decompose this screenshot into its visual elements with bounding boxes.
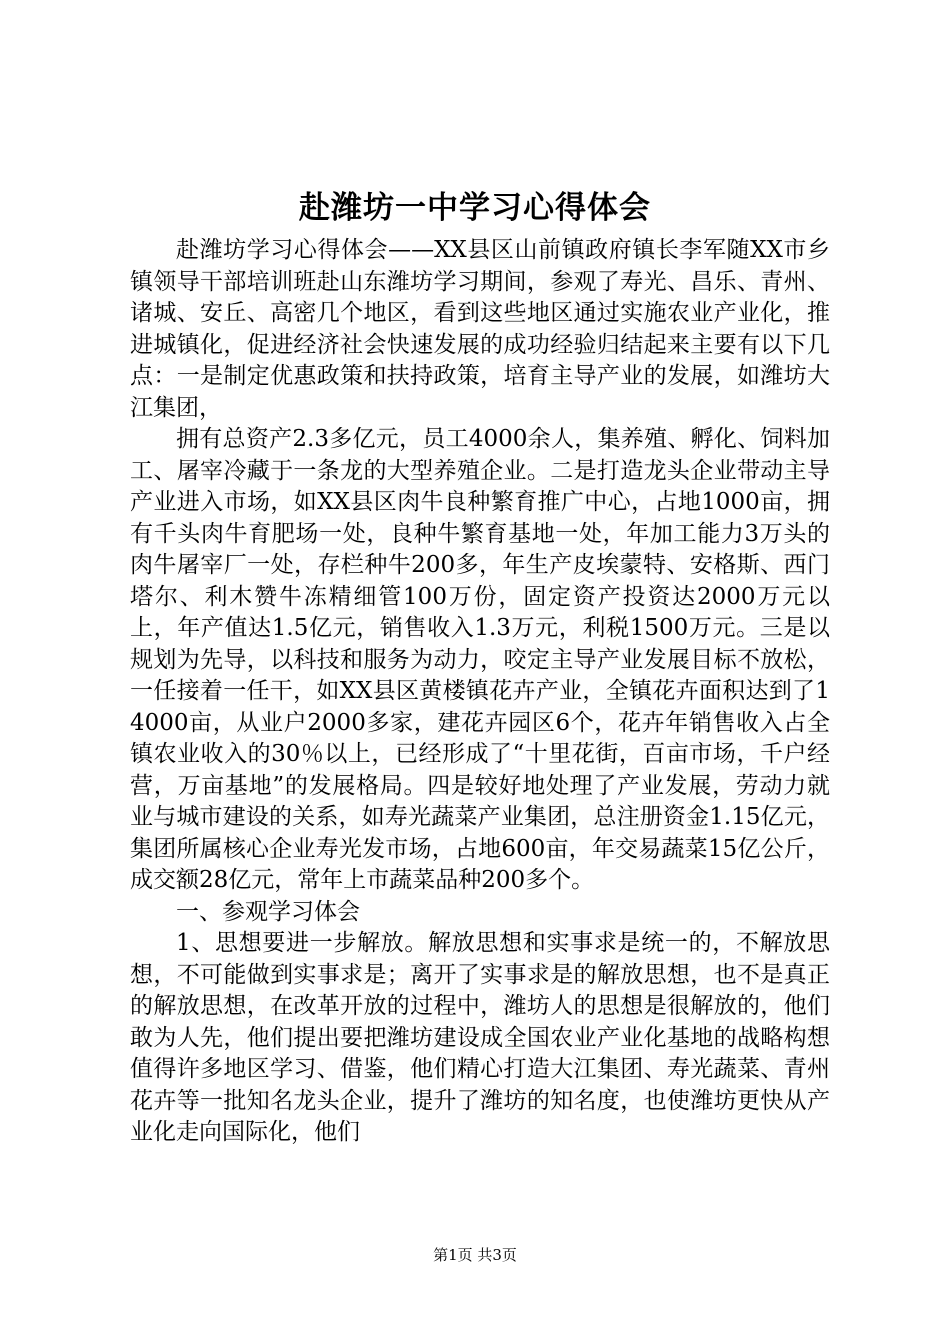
paragraph-thinking: 1、思想要进一步解放。解放思想和实事求是统一的，不解放思想，不可能做到实事求是；离开了实事求是的解放思想，也不是真正的解放思想，在改革开放的过程中，潍坊人的思想是很解放的，他们敢为人先，他们提出要把潍坊建设成全国农业产业化基地的战略构想值得许多地区学习、借鉴，他们精心打造大江集团、寿光蔬菜、青州花卉等一批知名龙头企业，提升了潍坊的知名度，也使潍坊更快从产业化走向国际化，他们 bbox=[130, 930, 830, 1145]
document-body bbox=[130, 235, 830, 1149]
paragraph-experience: 拥有总资产2.3多亿元，员工4000余人，集养殖、孵化、饲料加工、屠宰冷藏于一条龙的大型养殖企业。二是打造龙头企业带动主导产业进入市场，如XX县区肉牛良种繁育推广中心，占地1000亩，拥有千头肉牛育肥场一处，良种牛繁育基地一处，年加工能力3万头的肉牛屠宰厂一处，存栏种牛200多，年生产皮埃蒙特、安格斯、西门塔尔、利木赞牛冻精细管100万份，固定资产投资达2000万元以上，年产值达1.5亿元，销售收入1.3万元，利税1500万元。三是以规划为先导，以科技和服务为动力，咬定主导产业发展目标不放松，一任接着一任干，如XX县区黄楼镇花卉产业，全镇花卉面积达到了14000亩，从业户2000多家，建花卉园区6个，花卉年销售收入占全镇农业收入的30％以上，已经形成了“十里花街，百亩市场，千户经营，万亩基地”的发展格局。四是较好地处理了产业发展，劳动力就业与城市建设的关系，如寿光蔬菜产业集团，总注册资金1.15亿元，集团所属核心企业寿光发市场，占地600亩，年交易蔬菜15亿公斤，成交额28亿元，常年上市蔬菜品种200多个。 bbox=[130, 426, 830, 893]
paragraph-intro: 赴潍坊学习心得体会——XX县区山前镇政府镇长李军随XX市乡镇领导干部培训班赴山东潍坊学习期间，参观了寿光、昌乐、青州、诸城、安丘、高密几个地区，看到这些地区通过实施农业产业化，推进城镇化，促进经济社会快速发展的成功经验归结起来主要有以下几点：一是制定优惠政策和扶持政策，培育主导产业的发展，如潍坊大江集团， bbox=[130, 237, 830, 421]
document-title: 赴潍坊一中学习心得体会 bbox=[299, 190, 651, 226]
section-heading: 一、参观学习体会 bbox=[176, 898, 360, 925]
page-footer: 第1页 共3页 bbox=[433, 1246, 517, 1264]
